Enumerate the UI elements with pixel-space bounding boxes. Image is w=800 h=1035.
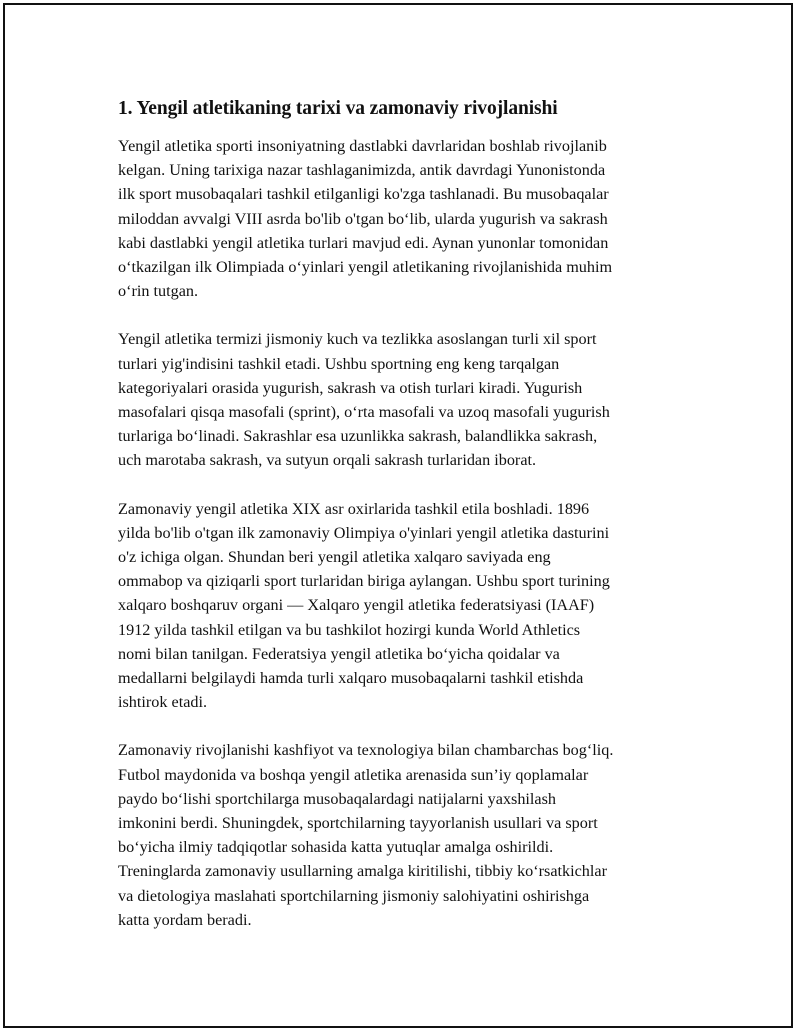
text-line: turlari yig'indisini tashkil etadi. Ushbu sportning eng keng tarqalgan [118, 354, 560, 373]
text-line: imkonini berdi. Shuningdek, sportchilarning tayyorlanish usullari va sport [118, 814, 598, 833]
paragraph-modern-era [118, 497, 688, 715]
text-line: Yengil atletika sporti insoniyatning dastlabki davrlaridan boshlab rivojlanib [118, 137, 607, 155]
document-body [118, 96, 688, 956]
text-line: Zamonaviy rivojlanishi kashfiyot va texnologiya bilan chambarchas bog‘liq. [118, 741, 614, 760]
section-heading: 1. Yengil atletikaning tarixi va zamonaviy rivojlanishi [118, 98, 558, 119]
paragraph-technology [118, 738, 688, 932]
text-line: o‘rin tutgan. [118, 282, 199, 301]
text-line: ilk sport musobaqalari tashkil etilganligi ko'zga tashlanadi. Bu musobaqalar [118, 185, 609, 204]
text-line: kelgan. Uning tarixiga nazar tashlaganimizda, antik davrdagi Yunonistonda [118, 161, 606, 180]
text-line: Treninglarda zamonaviy usullarning amalga kiritilishi, tibbiy ko‘rsatkichlar [118, 862, 607, 881]
text-line: uch marotaba sakrash, va sutyun orqali sakrash turlaridan iborat. [118, 451, 537, 470]
text-line: Zamonaviy yengil atletika XIX asr oxirlarida tashkil etila boshladi. 1896 [118, 499, 590, 518]
text-line: katta yordam beradi. [118, 910, 252, 929]
text-line: paydo bo‘lishi sportchilarga musobaqalardagi natijalarni yaxshilash [118, 789, 557, 808]
text-line: masofalari qisqa masofali (sprint), o‘rta masofali va uzoq masofali yugurish [118, 403, 610, 422]
text-line: turlariga bo‘linadi. Sakrashlar esa uzunlikka sakrash, balandlikka sakrash, [118, 427, 598, 446]
text-line: Futbol maydonida va boshqa yengil atletika arenasida sun’iy qoplamalar [118, 765, 589, 784]
text-line: o‘tkazilgan ilk Olimpiada o‘yinlari yengil atletikaning rivojlanishida muhim [118, 258, 613, 277]
text-line: ishtirok etadi. [118, 693, 208, 712]
text-line: o'z ichiga olgan. Shundan beri yengil atletika xalqaro saviyada eng [118, 548, 551, 567]
text-line: Yengil atletika termizi jismoniy kuch va tezlikka asoslangan turli xil sport [118, 330, 597, 349]
paragraph-definition [118, 327, 688, 472]
text-line: xalqaro boshqaruv organi — Xalqaro yengil atletika federatsiyasi (IAAF) [118, 596, 595, 615]
text-line: nomi bilan tanilgan. Federatsiya yengil atletika bo‘yicha qoidalar va [118, 644, 560, 663]
text-line: va dietologiya maslahati sportchilarning jismoniy salohiyatini oshirishga [118, 886, 590, 905]
text-line: yilda bo'lib o'tgan ilk zamonaviy Olimpiya o'yinlari yengil atletika dasturini [118, 523, 610, 542]
text-line: bo‘yicha ilmiy tadqiqotlar sohasida katta yutuqlar amalga oshirildi. [118, 838, 554, 857]
text-line: kabi dastlabki yengil atletika turlari mavjud edi. Aynan yunonlar tomonidan [118, 233, 609, 252]
text-line: kategoriyalari orasida yugurish, sakrash va otish turlari kiradi. Yugurish [118, 378, 583, 397]
text-line: ommabop va qiziqarli sport turlaridan biriga aylangan. Ushbu sport turining [118, 572, 610, 591]
text-line: medallarni belgilaydi hamda turli xalqaro musobaqalarni tashkil etishda [118, 669, 584, 688]
paragraph-history [118, 134, 688, 303]
text-line: 1912 yilda tashkil etilgan va bu tashkilot hozirgi kunda World Athletics [118, 620, 581, 639]
text-line: miloddan avvalgi VIII asrda bo'lib o'tgan bo‘lib, ularda yugurish va sakrash [118, 209, 608, 228]
